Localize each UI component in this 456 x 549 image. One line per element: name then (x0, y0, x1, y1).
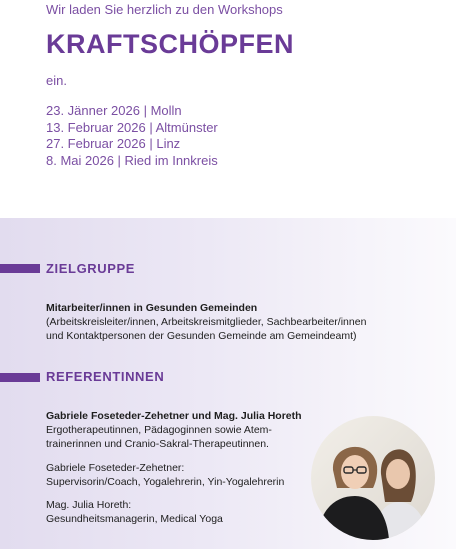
person1-name: Gabriele Foseteder-Zehetner: (46, 462, 185, 474)
section-marker-bar (0, 373, 40, 382)
referentinnen-intro (46, 409, 302, 451)
workshop-title: KRAFTSCHÖPFEN (46, 29, 294, 59)
referentinnen-names: Gabriele Foseteder-Zehetner und Mag. Julia Horeth (46, 410, 302, 422)
speakers-illustration (311, 416, 435, 540)
speakers-photo (311, 416, 435, 540)
person2-block (46, 498, 223, 526)
person2-name: Mag. Julia Horeth: (46, 499, 132, 511)
zielgruppe-line: und Kontaktpersonen der Gesunden Gemeinde am Gemeindeamt) (46, 330, 357, 342)
referentinnen-desc-line: trainerinnen und Cranio-Sakral-Therapeutinnen. (46, 438, 269, 450)
date-item: 27. Februar 2026 | Linz (46, 136, 181, 151)
zielgruppe-text (46, 301, 366, 343)
date-item: 8. Mai 2026 | Ried im Innkreis (46, 152, 218, 168)
person1-block (46, 461, 284, 489)
referentinnen-heading: REFERENTINNEN (46, 369, 165, 384)
zielgruppe-heading: ZIELGRUPPE (46, 261, 136, 276)
zielgruppe-bold: Mitarbeiter/innen in Gesunden Gemeinden (46, 302, 258, 314)
date-list (46, 103, 218, 169)
person2-role: Gesundheitsmanagerin, Medical Yoga (46, 513, 223, 525)
referentinnen-desc-line: Ergotherapeutinnen, Pädagoginnen sowie Atem- (46, 424, 272, 436)
intro-text: Wir laden Sie herzlich zu den Workshops (46, 2, 283, 17)
date-item: 13. Februar 2026 | Altmünster (46, 119, 218, 135)
zielgruppe-line: (Arbeitskreisleiter/innen, Arbeitskreismitglieder, Sachbearbeiter/innen (46, 316, 367, 328)
intro-suffix: ein. (46, 73, 67, 88)
date-item: 23. Jänner 2026 | Molln (46, 103, 182, 118)
header-section (0, 0, 456, 218)
section-marker-bar (0, 264, 40, 273)
person1-role: Supervisorin/Coach, Yogalehrerin, Yin-Yogalehrerin (46, 476, 285, 488)
